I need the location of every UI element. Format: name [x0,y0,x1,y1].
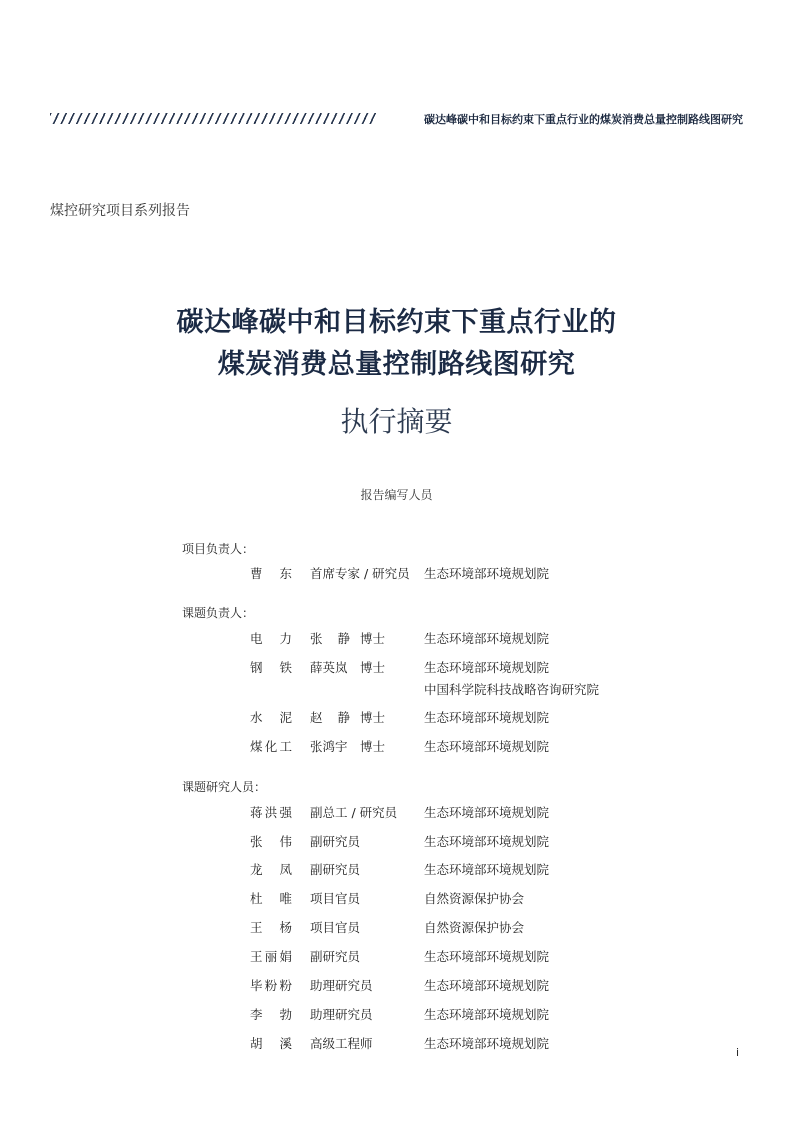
authors-heading: 报告编写人员 [360,488,433,502]
person-name: 毕粉粉 [250,978,292,993]
sector-label: 煤化工 [250,739,292,754]
organization: 生态环境部环境规划院 [424,805,550,820]
hatch-decoration [50,113,376,124]
researcher-row [0,803,793,821]
person-name: 杜唯 [250,891,292,906]
leader-org: 生态环境部环境规划院 [424,566,550,581]
person-name: 王杨 [250,920,292,935]
leader-role: 首席专家 / 研究员 [310,566,410,581]
running-title: 碳达峰碳中和目标约束下重点行业的煤炭消费总量控制路线图研究 [424,113,743,126]
organization: 生态环境部环境规划院 [424,834,550,849]
organization: 生态环境部环境规划院 [424,710,550,725]
topic-leader-row [0,708,793,726]
researcher-row [0,1034,793,1052]
section-topic-leaders: 课题负责人： [182,606,255,620]
role: 副研究员 [310,949,361,964]
organization: 生态环境部环境规划院 [424,660,550,675]
researcher-row [0,832,793,850]
organization: 生态环境部环境规划院 [424,949,550,964]
sector-label: 钢铁 [250,660,292,675]
person-name: 张静 [310,631,350,646]
organization-secondary: 中国科学院科技战略咨询研究院 [424,682,600,697]
person-name: 张鸿宇 [310,739,348,754]
person-name: 李勃 [250,1007,292,1022]
person-name: 张伟 [250,834,292,849]
role: 副总工 / 研究员 [310,805,398,820]
degree: 博士 [360,710,386,725]
topic-leader-row [0,629,793,647]
person-name: 赵静 [310,710,350,725]
topic-leader-row [0,737,793,755]
topic-leader-row-continued [0,680,793,698]
researcher-row [0,1005,793,1023]
organization: 自然资源保护协会 [424,891,525,906]
person-name: 蒋洪强 [250,805,292,820]
report-title-line-1: 碳达峰碳中和目标约束下重点行业的 [176,307,617,338]
person-name: 薛英岚 [310,660,348,675]
organization: 生态环境部环境规划院 [424,978,550,993]
leader-row [0,564,793,582]
researcher-row [0,976,793,994]
series-label: 煤控研究项目系列报告 [50,203,190,219]
organization: 生态环境部环境规划院 [424,1007,550,1022]
researcher-row [0,860,793,878]
researcher-row [0,918,793,936]
organization: 生态环境部环境规划院 [424,739,550,754]
degree: 博士 [360,631,386,646]
organization: 生态环境部环境规划院 [424,1036,550,1051]
running-header [50,110,743,130]
role: 项目官员 [310,920,361,935]
researcher-row [0,889,793,907]
role: 副研究员 [310,862,361,877]
person-name: 王丽娟 [250,949,292,964]
person-name: 胡溪 [250,1036,292,1051]
report-subtitle: 执行摘要 [340,405,453,438]
organization: 生态环境部环境规划院 [424,631,550,646]
role: 助理研究员 [310,978,373,993]
leader-name: 曹 东 [250,566,292,581]
sector-label: 水泥 [250,710,292,725]
role: 项目官员 [310,891,361,906]
page-number: i [736,1046,740,1059]
degree: 博士 [360,660,386,675]
role: 副研究员 [310,834,361,849]
organization: 生态环境部环境规划院 [424,862,550,877]
role: 助理研究员 [310,1007,373,1022]
role: 高级工程师 [310,1036,373,1051]
topic-leader-row [0,658,793,676]
report-title-line-2: 煤炭消费总量控制路线图研究 [217,349,576,380]
section-researchers: 课题研究人员： [182,780,267,794]
organization: 自然资源保护协会 [424,920,525,935]
person-name: 龙凤 [250,862,292,877]
degree: 博士 [360,739,386,754]
section-project-leader: 项目负责人： [182,542,255,556]
researcher-row [0,947,793,965]
sector-label: 电力 [250,631,292,646]
